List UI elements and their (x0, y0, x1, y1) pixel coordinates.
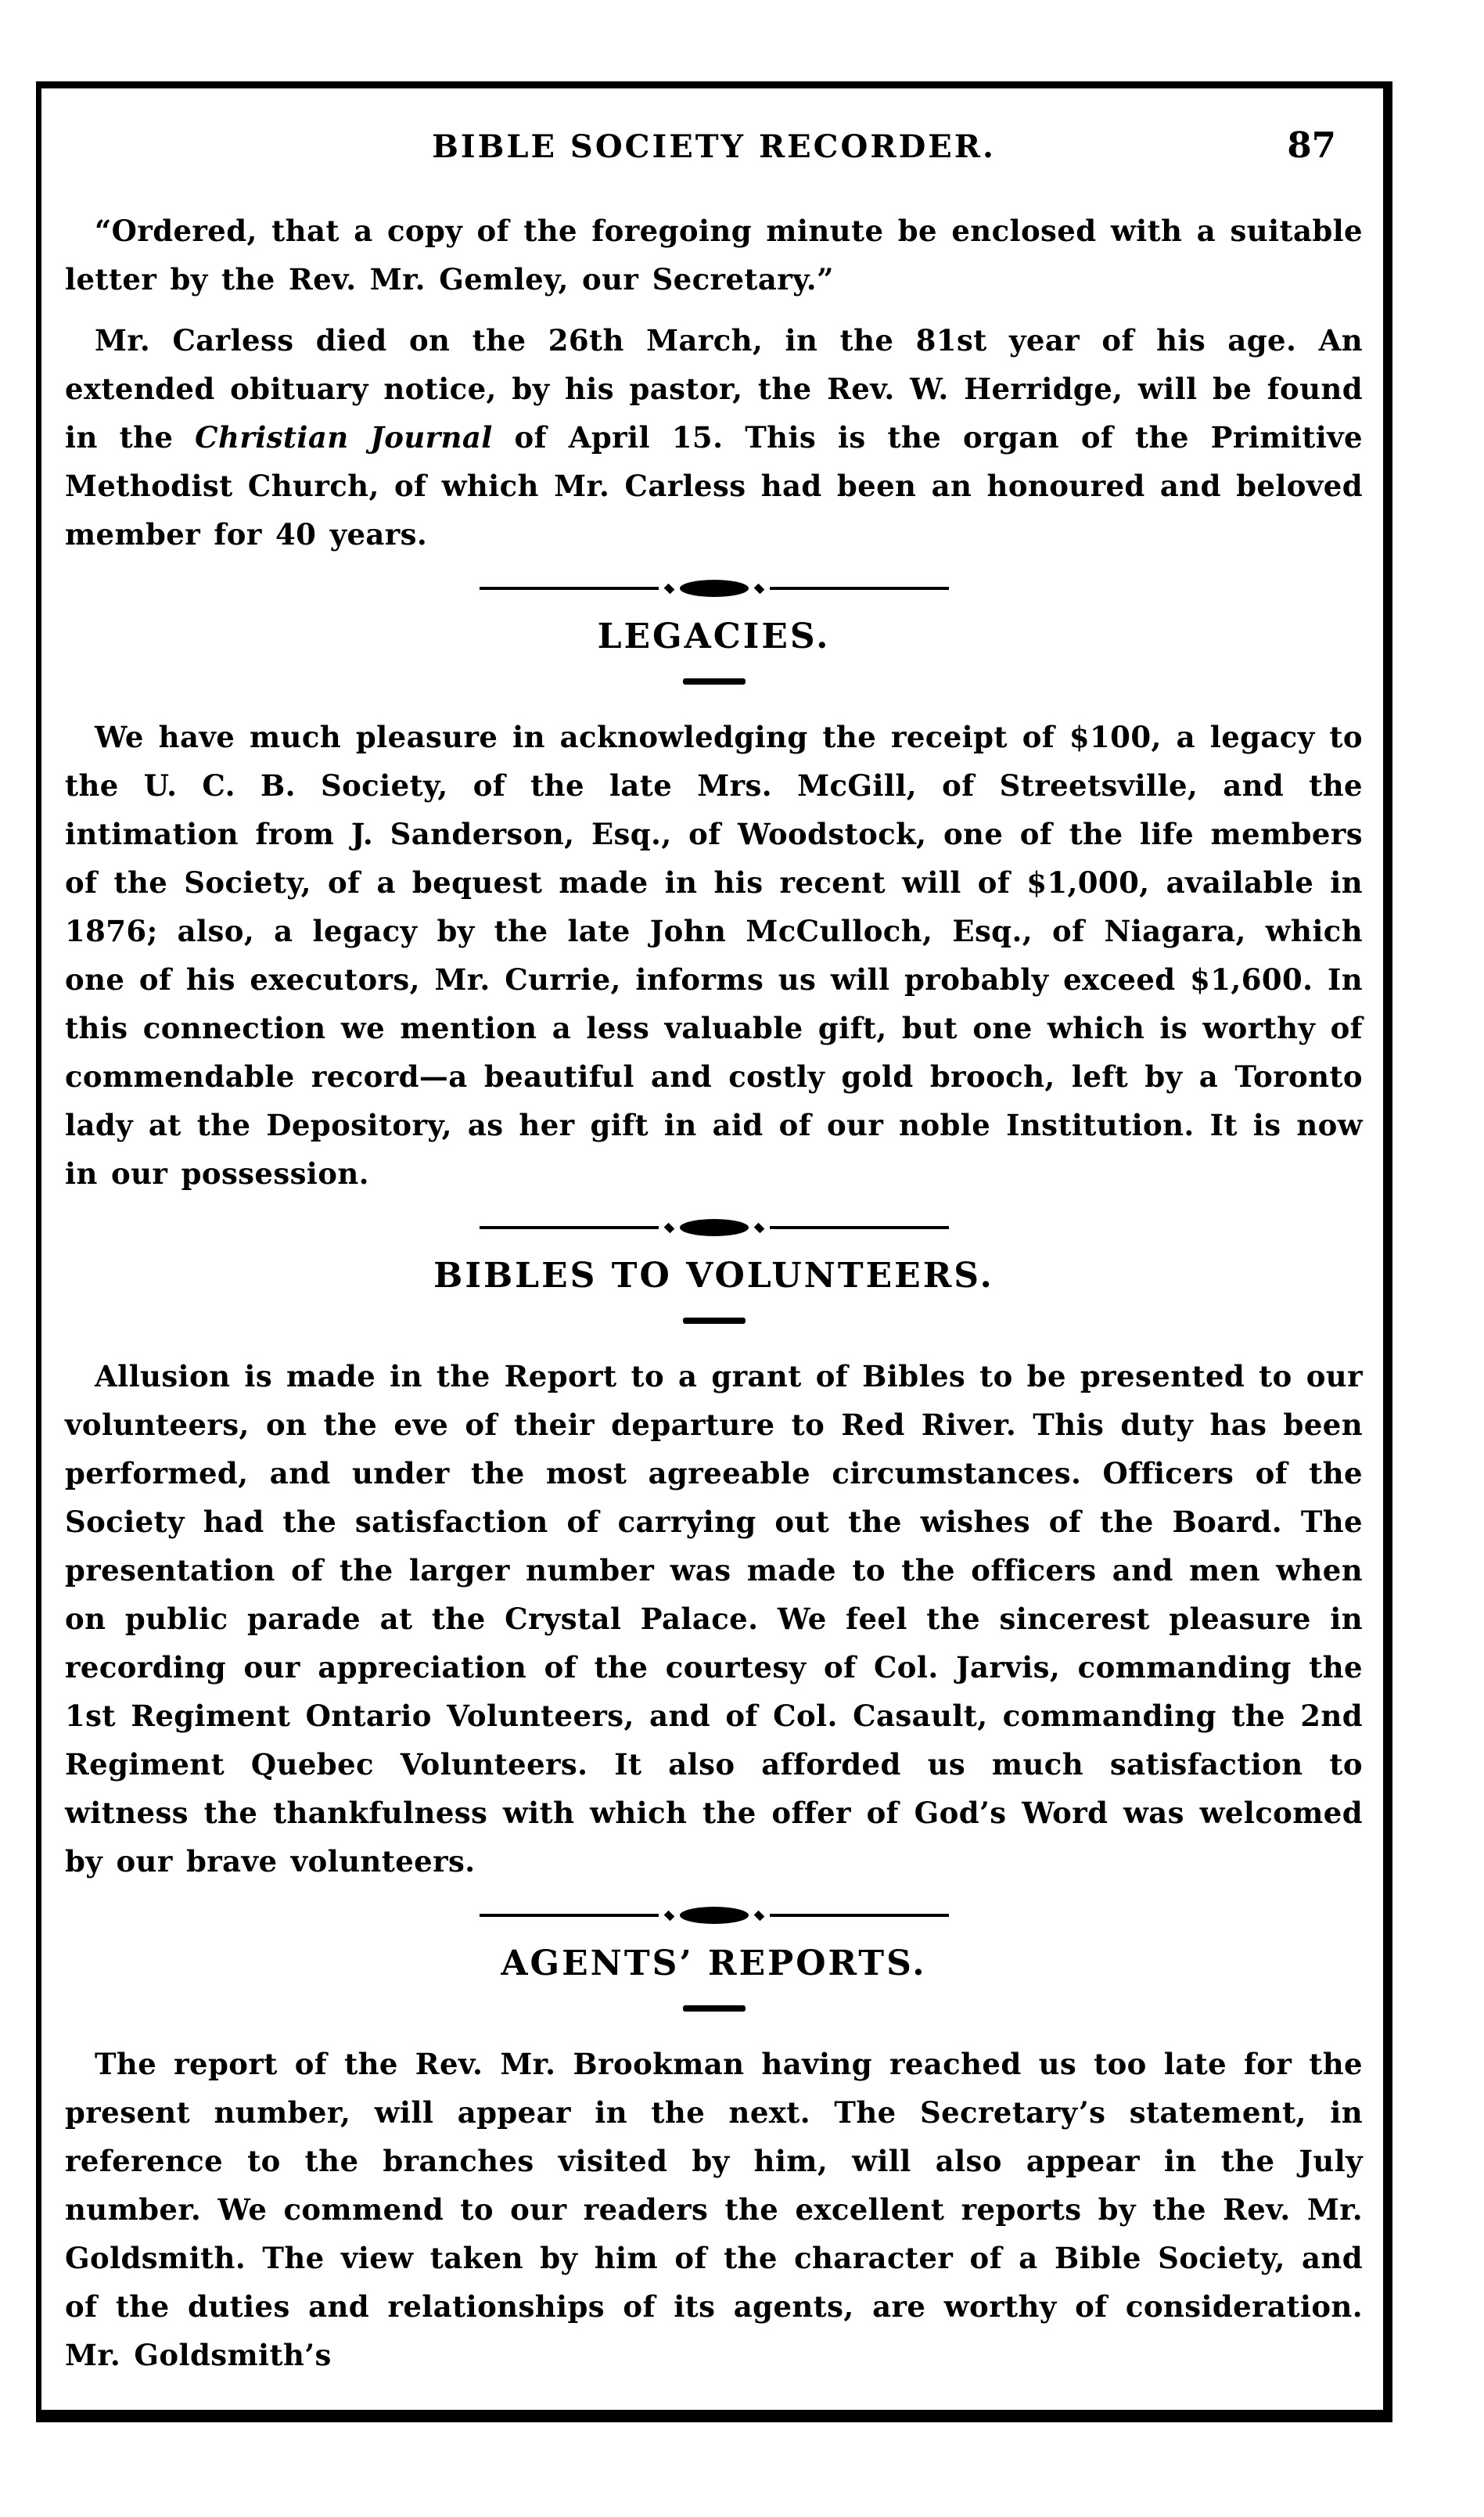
journal-name-italic: Christian Journal (195, 420, 493, 455)
paragraph-legacies: We have much pleasure in acknowledging the receipt of $100, a legacy to the U. C. B. Society, of the late Mrs. McGill, of Streetsville, and the intimation from J. Sanderson, Esq., of Woodstock, one of the life members of the Society, of a bequest made in his recent will of $1,000, available in 1876; also, a legacy by the late John McCulloch, Esq., of Niagara, which one of his executors, Mr. Currie, informs us will probably exceed $1,600. In this connection we mention a less valuable gift, but one which is worthy of commendable record—a beautiful and costly gold brooch, left by a Toronto lady at the Depository, as her gift in aid of our noble Institution. It is now in our possession. (65, 720, 1363, 1191)
divider-small-diamond-left (663, 1222, 674, 1233)
divider-small-diamond-left (663, 1910, 674, 1921)
section-divider (480, 1906, 949, 1925)
divider-center-ornament (680, 1219, 749, 1236)
divider-line-right (770, 1914, 949, 1917)
heading-bibles-to-volunteers: BIBLES TO VOLUNTEERS. (433, 1256, 994, 1296)
section-divider (480, 1218, 949, 1237)
paragraph-bibles-to-volunteers: Allusion is made in the Report to a grant of Bibles to be presented to our volunteers, on the eve of their departure to Red River. This duty has been performed, and under the most agreeable circumstances. Officers of the Society had the satisfaction of carrying out the wishes of the Board. The presentation of the larger number was made to the officers and men when on public parade at the Crystal Palace. We feel the sincerest pleasure in recording our appreciation of the courtesy of Col. Jarvis, commanding the 1st Regiment Ontario Volunteers, and of Col. Casault, commanding the 2nd Regiment Quebec Volunteers. It also afforded us much satisfaction to witness the thankfulness with which the offer of God’s Word was welcomed by our brave volunteers. (65, 1359, 1363, 1879)
divider-small-diamond-right (753, 1910, 764, 1921)
section-divider (480, 579, 949, 598)
paragraph-ordered-minute: “Ordered, that a copy of the foregoing minute be enclosed with a suitable letter by the Rev. Mr. Gemley, our Secretary.” (65, 214, 1363, 297)
page-frame (36, 81, 1392, 2422)
heading-rule (683, 1318, 746, 1324)
divider-small-diamond-right (753, 1222, 764, 1233)
page-number: 87 (1287, 124, 1336, 166)
divider-line-left (480, 1226, 659, 1229)
divider-small-diamond-right (753, 583, 764, 594)
divider-center-ornament (680, 580, 749, 597)
heading-rule (683, 2005, 746, 2012)
divider-line-right (770, 587, 949, 590)
paragraph-carless-obituary (65, 316, 1363, 559)
paragraph-text: Mr. Carless died on the 26th March, in the 81st year of his age. An extended obituary notice, by his pastor, the Rev. W. Herridge, will be found in the (65, 323, 1363, 455)
paragraph-agents-reports: The report of the Rev. Mr. Brookman having reached us too late for the present number, will appear in the next. The Secretary’s statement, in reference to the branches visited by him, will also appear in the July number. We commend to our readers the excellent reports by the Rev. Mr. Goldsmith. The view taken by him of the character of a Bible Society, and of the duties and relationships of its agents, are worthy of consideration. Mr. Goldsmith’s (65, 2047, 1363, 2372)
page-header (65, 124, 1363, 166)
divider-small-diamond-left (663, 583, 674, 594)
paragraph-text: of April 15. This is the organ of the Primitive Methodist Church, of which Mr. Carless had been an honoured and beloved member for 40 years. (65, 420, 1363, 552)
heading-rule (683, 678, 746, 685)
heading-legacies: LEGACIES. (597, 617, 831, 656)
divider-line-left (480, 1914, 659, 1917)
divider-line-left (480, 587, 659, 590)
journal-title: BIBLE SOCIETY RECORDER. (432, 128, 996, 165)
divider-line-right (770, 1226, 949, 1229)
divider-center-ornament (680, 1907, 749, 1924)
heading-agents-reports: AGENTS’ REPORTS. (501, 1943, 927, 1983)
